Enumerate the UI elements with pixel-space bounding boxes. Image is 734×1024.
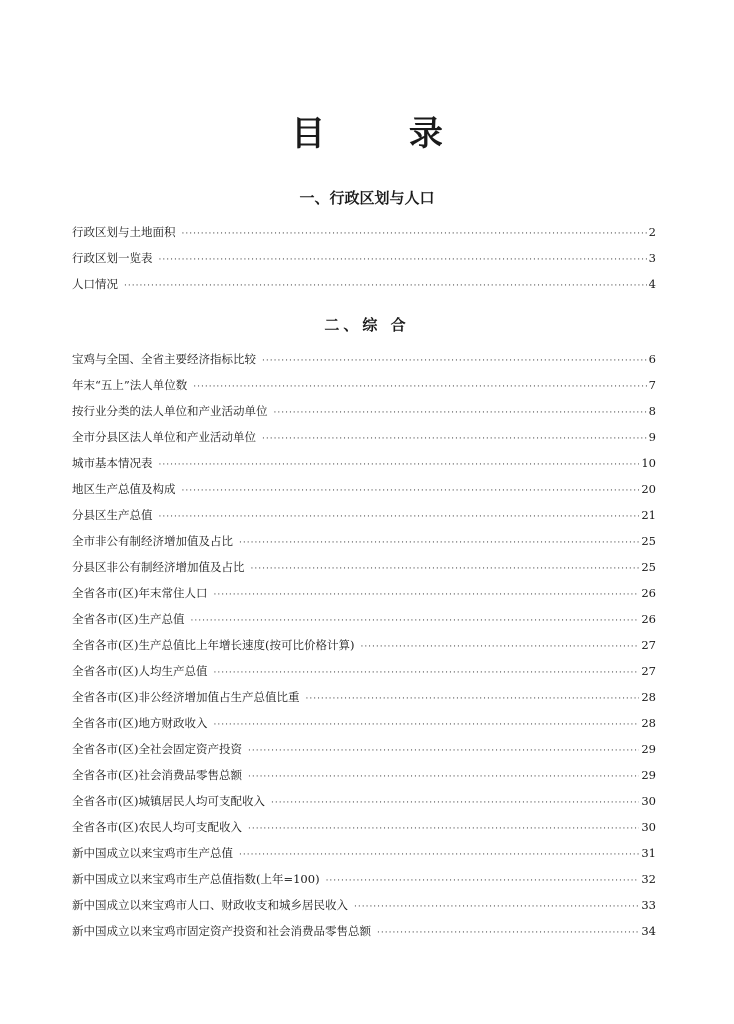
toc-entry-page: 21 xyxy=(641,508,656,522)
toc-entry[interactable] xyxy=(72,741,656,767)
toc-list-section-1 xyxy=(72,224,656,302)
dot-leader xyxy=(360,639,639,655)
toc-entry-page: 27 xyxy=(641,664,656,678)
toc-entry[interactable] xyxy=(72,819,656,845)
toc-entry-page: 33 xyxy=(641,898,656,912)
dot-leader xyxy=(182,483,640,499)
dot-leader xyxy=(159,252,647,268)
toc-entry-title: 全省各市(区)社会消费品零售总额 xyxy=(72,768,242,782)
dot-leader xyxy=(248,743,639,759)
toc-entry-title: 全省各市(区)生产总值比上年增长速度(按可比价格计算) xyxy=(72,638,355,652)
toc-entry[interactable] xyxy=(72,403,656,429)
dot-leader xyxy=(305,691,639,707)
toc-entry-page: 31 xyxy=(641,846,656,860)
toc-entry[interactable] xyxy=(72,715,656,741)
toc-entry-page: 30 xyxy=(641,820,656,834)
toc-entry-title: 全省各市(区)城镇居民人均可支配收入 xyxy=(72,794,265,808)
toc-entry[interactable] xyxy=(72,871,656,897)
toc-entry-page: 26 xyxy=(641,612,656,626)
dot-leader xyxy=(239,535,639,551)
toc-entry-title: 宝鸡与全国、全省主要经济指标比较 xyxy=(72,352,256,366)
toc-list-section-2 xyxy=(72,351,656,949)
toc-entry[interactable] xyxy=(72,533,656,559)
dot-leader xyxy=(182,226,647,242)
toc-entry-page: 32 xyxy=(641,872,656,886)
toc-entry-title: 年末“五上”法人单位数 xyxy=(72,378,188,392)
toc-entry[interactable] xyxy=(72,689,656,715)
toc-entry-title: 全省各市(区)全社会固定资产投资 xyxy=(72,742,242,756)
toc-entry-title: 全省各市(区)年末常住人口 xyxy=(72,586,208,600)
toc-entry-title: 全省各市(区)农民人均可支配收入 xyxy=(72,820,242,834)
toc-entry[interactable] xyxy=(72,455,656,481)
toc-entry-title: 城市基本情况表 xyxy=(72,456,153,470)
toc-entry-title: 分县区生产总值 xyxy=(72,508,153,522)
toc-entry[interactable] xyxy=(72,793,656,819)
toc-entry[interactable] xyxy=(72,767,656,793)
dot-leader xyxy=(274,405,647,421)
toc-entry[interactable] xyxy=(72,923,656,949)
toc-entry-page: 7 xyxy=(648,378,656,392)
toc-entry-page: 25 xyxy=(641,534,656,548)
toc-entry-page: 29 xyxy=(641,742,656,756)
toc-entry[interactable] xyxy=(72,224,656,250)
toc-entry-title: 按行业分类的法人单位和产业活动单位 xyxy=(72,404,268,418)
dot-leader xyxy=(326,873,640,889)
toc-entry-title: 全省各市(区)人均生产总值 xyxy=(72,664,208,678)
toc-entry[interactable] xyxy=(72,845,656,871)
toc-entry-title: 行政区划与土地面积 xyxy=(72,225,176,239)
toc-entry-title: 分县区非公有制经济增加值及占比 xyxy=(72,560,245,574)
toc-entry[interactable] xyxy=(72,481,656,507)
toc-entry[interactable] xyxy=(72,611,656,637)
toc-entry[interactable] xyxy=(72,250,656,276)
toc-entry-page: 28 xyxy=(641,690,656,704)
dot-leader xyxy=(248,821,639,837)
toc-entry-page: 2 xyxy=(648,225,656,239)
section-heading-1: 一、行政区划与人口 xyxy=(299,189,435,207)
toc-entry-page: 34 xyxy=(641,924,656,938)
toc-entry-page: 29 xyxy=(641,768,656,782)
toc-entry[interactable] xyxy=(72,507,656,533)
toc-entry[interactable] xyxy=(72,351,656,377)
toc-entry[interactable] xyxy=(72,663,656,689)
dot-leader xyxy=(262,353,647,369)
toc-entry[interactable] xyxy=(72,377,656,403)
toc-entry-title: 全市分县区法人单位和产业活动单位 xyxy=(72,430,256,444)
toc-entry-page: 9 xyxy=(648,430,656,444)
toc-entry[interactable] xyxy=(72,276,656,302)
toc-entry[interactable] xyxy=(72,897,656,923)
dot-leader xyxy=(271,795,639,811)
toc-entry-title: 新中国成立以来宝鸡市生产总值指数(上年=100) xyxy=(72,872,320,886)
toc-entry-page: 28 xyxy=(641,716,656,730)
dot-leader xyxy=(213,665,639,681)
toc-entry-title: 全省各市(区)地方财政收入 xyxy=(72,716,208,730)
section-heading-2: 二、综 合 xyxy=(324,316,410,334)
toc-entry-title: 新中国成立以来宝鸡市固定资产投资和社会消费品零售总额 xyxy=(72,924,371,938)
dot-leader xyxy=(239,847,639,863)
dot-leader xyxy=(213,587,639,603)
dot-leader xyxy=(213,717,639,733)
dot-leader xyxy=(124,278,647,294)
toc-entry-title: 全省各市(区)非公经济增加值占生产总值比重 xyxy=(72,690,300,704)
toc-entry-page: 25 xyxy=(641,560,656,574)
toc-entry-title: 行政区划一览表 xyxy=(72,251,153,265)
dot-leader xyxy=(159,509,640,525)
dot-leader xyxy=(354,899,639,915)
toc-entry-page: 4 xyxy=(648,277,656,291)
toc-entry-title: 新中国成立以来宝鸡市人口、财政收支和城乡居民收入 xyxy=(72,898,348,912)
toc-entry[interactable] xyxy=(72,429,656,455)
dot-leader xyxy=(262,431,647,447)
dot-leader xyxy=(190,613,639,629)
dot-leader xyxy=(377,925,639,941)
page-title: 目 录 xyxy=(291,114,479,154)
dot-leader xyxy=(248,769,639,785)
toc-entry[interactable] xyxy=(72,637,656,663)
toc-entry[interactable] xyxy=(72,585,656,611)
toc-entry-title: 地区生产总值及构成 xyxy=(72,482,176,496)
toc-entry-page: 6 xyxy=(648,352,656,366)
toc-entry-title: 全省各市(区)生产总值 xyxy=(72,612,185,626)
toc-entry-page: 10 xyxy=(641,456,656,470)
dot-leader xyxy=(193,379,646,395)
toc-entry-page: 30 xyxy=(641,794,656,808)
toc-entry-page: 26 xyxy=(641,586,656,600)
toc-entry-title: 新中国成立以来宝鸡市生产总值 xyxy=(72,846,233,860)
dot-leader xyxy=(159,457,640,473)
toc-entry-page: 3 xyxy=(648,251,656,265)
toc-entry[interactable] xyxy=(72,559,656,585)
dot-leader xyxy=(251,561,640,577)
toc-entry-title: 人口情况 xyxy=(72,277,118,291)
toc-entry-page: 20 xyxy=(641,482,656,496)
toc-entry-page: 8 xyxy=(648,404,656,418)
toc-entry-page: 27 xyxy=(641,638,656,652)
toc-entry-title: 全市非公有制经济增加值及占比 xyxy=(72,534,233,548)
